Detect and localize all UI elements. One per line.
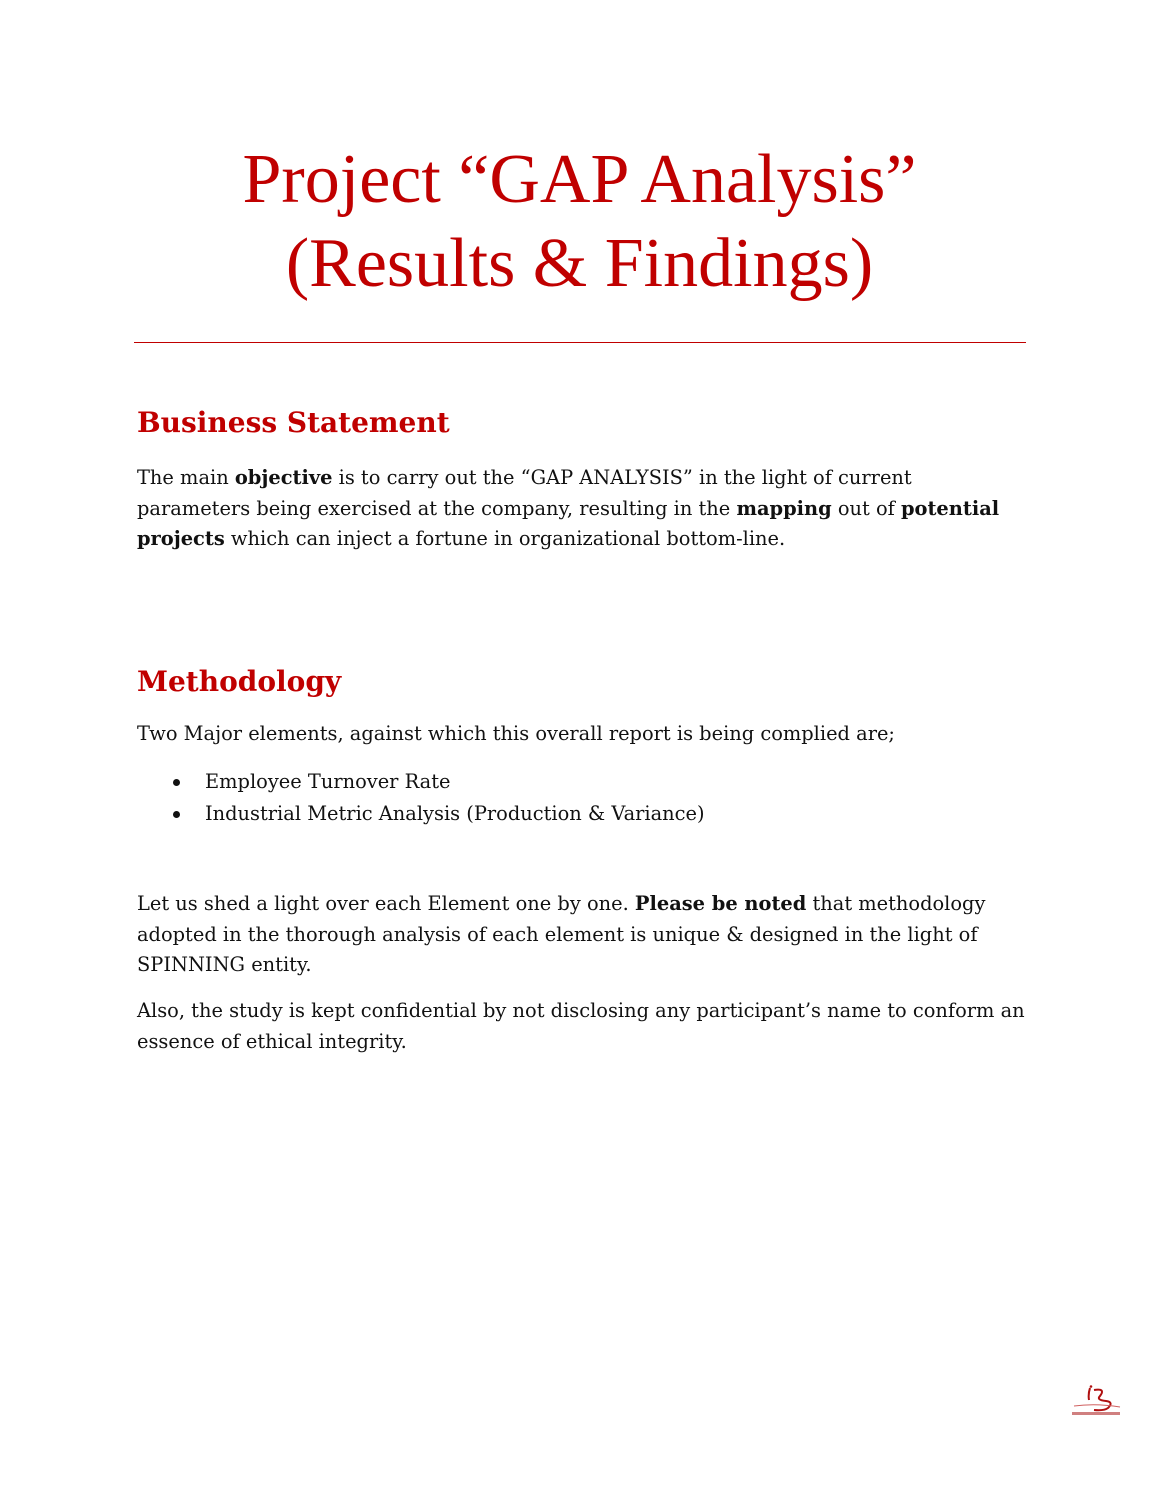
methodology-note-paragraph	[137, 889, 1027, 981]
bullet-icon	[173, 779, 180, 786]
page-title-line-1: Project “GAP Analysis”	[242, 141, 917, 218]
methodology-list	[137, 766, 1017, 830]
list-item-label: Industrial Metric Analysis (Production & Variance)	[205, 802, 705, 825]
text-run: The main	[137, 466, 235, 489]
text-run: that methodology adopted in the thorough analysis of each element is unique & designed in the light of SPINNING entity.	[137, 892, 986, 976]
business-statement-heading: Business Statement	[137, 406, 450, 439]
page-title	[0, 138, 1159, 306]
bold-objective: objective	[234, 466, 333, 489]
bold-please-be-noted: Please be noted	[634, 892, 807, 915]
confidentiality-paragraph: Also, the study is kept confidential by not disclosing any participant’s name to conform an essence of ethical integrity.	[137, 999, 1025, 1053]
business-statement-paragraph	[137, 463, 1027, 555]
bold-potential-projects: potential projects	[137, 496, 1000, 550]
list-item-label: Employee Turnover Rate	[205, 770, 451, 793]
list-item	[137, 766, 1017, 798]
list-item	[137, 798, 1017, 830]
bold-mapping: mapping	[736, 496, 832, 520]
bullet-icon	[173, 811, 180, 818]
text-run: which can inject a fortune in organizational bottom-line.	[224, 527, 786, 550]
methodology-heading: Methodology	[137, 665, 342, 698]
text-run: Let us shed a light over each Element one by one.	[137, 892, 635, 915]
page-title-line-2: (Results & Findings)	[285, 225, 874, 302]
text-run: out of	[831, 496, 901, 520]
title-divider	[134, 342, 1026, 343]
company-logo-icon	[1066, 1384, 1126, 1420]
text-run: is to carry out the “GAP ANALYSIS” in the light of current parameters being exercised at the company, resulting in the	[137, 466, 912, 520]
methodology-intro: Two Major elements, against which this overall report is being complied are;	[137, 722, 895, 745]
